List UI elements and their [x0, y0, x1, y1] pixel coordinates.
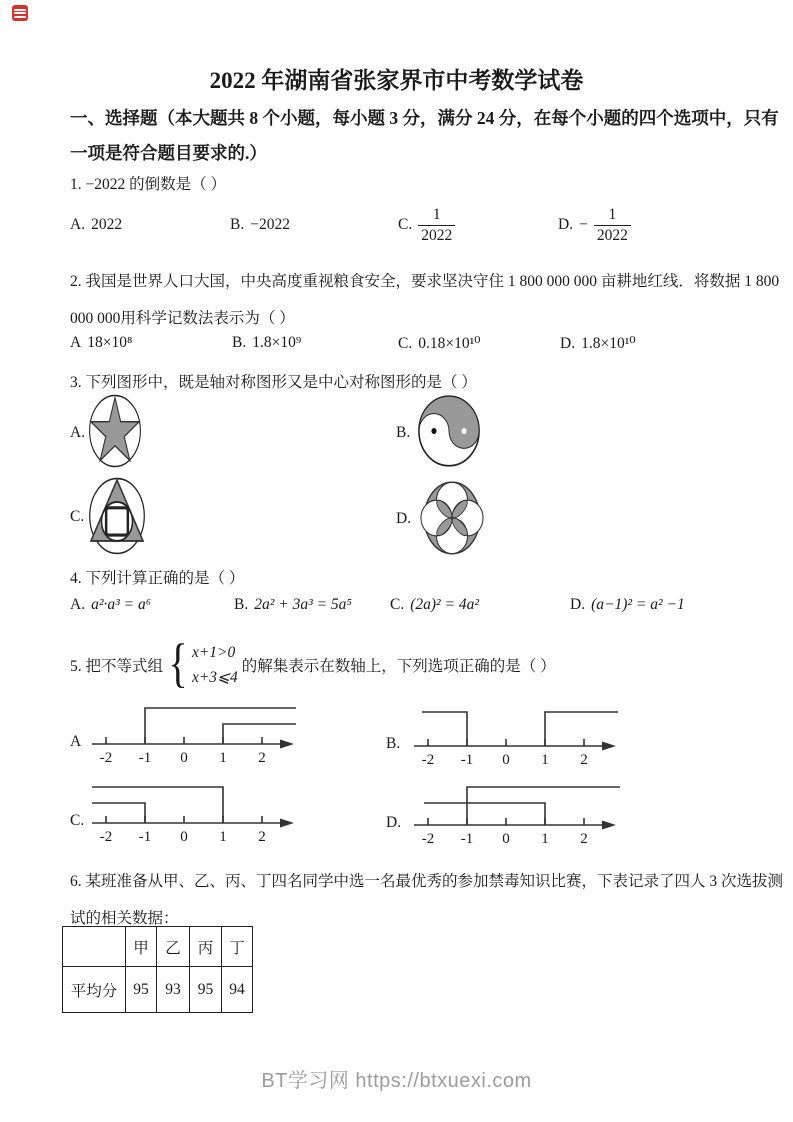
svg-text:0: 0 [502, 752, 510, 768]
q4-option-c-label: C. [390, 596, 405, 613]
svg-text:0: 0 [502, 831, 510, 847]
q2-option-a [70, 334, 132, 352]
svg-text:1: 1 [219, 829, 227, 845]
numberline-b-label: B. [386, 735, 401, 752]
fraction-denominator: 2022 [418, 225, 455, 246]
numberline-a-label: A [70, 733, 82, 750]
question-1-options [0, 196, 793, 254]
q1-option-d-fraction [594, 205, 631, 246]
q1-option-c-fraction [418, 205, 455, 246]
q2-option-d-value: 1.8×10¹⁰ [581, 335, 636, 352]
inequality-2: x+3⩽4 [191, 669, 238, 686]
red-list-icon [12, 5, 28, 21]
q4-option-a-label: A. [70, 596, 86, 613]
question-2-line2: 000 000用科学记数法表示为（ ） [70, 310, 295, 327]
question-5-stem [70, 634, 556, 696]
numberline-b [410, 702, 622, 774]
q1-option-b [230, 196, 290, 254]
q4-option-b-label: B. [234, 596, 249, 613]
question-4-stem: 4. 下列计算正确的是（ ） [70, 570, 245, 587]
q1-option-c-label: C. [398, 216, 413, 233]
svg-text:-1: -1 [460, 752, 474, 768]
svg-text:-2: -2 [99, 829, 113, 845]
svg-text:2: 2 [258, 829, 266, 845]
svg-text:2: 2 [580, 831, 588, 847]
svg-text:1: 1 [541, 752, 549, 768]
q2-option-c-value: 0.18×10¹⁰ [418, 335, 481, 352]
q5-suffix: 的解集表示在数轴上，下列选项正确的是（ ） [241, 658, 556, 675]
inscribed-square [106, 508, 128, 535]
header-cell-ding: 丁 [222, 927, 253, 967]
page-title: 2022 年湖南省张家界市中考数学试卷 [209, 68, 584, 93]
q3-figure-a-label: A. [70, 424, 86, 441]
q2-option-b-label: B. [232, 334, 247, 351]
q4-option-c [390, 596, 479, 614]
svg-text:-1: -1 [460, 831, 474, 847]
numberline-d-label: D. [386, 814, 402, 831]
question-4-options [0, 596, 793, 626]
fraction-numerator: 1 [608, 205, 617, 223]
arrow-icon [602, 742, 616, 751]
q2-option-d [560, 334, 636, 353]
question-1-stem: 1. −2022 的倒数是（ ） [70, 176, 226, 193]
yang-dot [461, 428, 466, 434]
score-table [62, 926, 253, 1013]
q3-figure-b-label: B. [396, 424, 411, 441]
section-heading-line1: 一、选择题（本大题共 8 个小题，每小题 3 分，满分 24 分，在每个小题的四个选项中，只有 [70, 108, 779, 128]
q1-option-c [398, 196, 455, 254]
q4-option-a-value: a²·a³ = a⁶ [91, 596, 152, 613]
svg-text:-2: -2 [421, 752, 435, 768]
row-label-average: 平均分 [63, 967, 126, 1013]
q2-option-c-label: C. [398, 334, 413, 352]
header-cell-bing: 丙 [190, 927, 222, 967]
q4-option-d-label: D. [570, 596, 586, 613]
q2-option-a-value: 18×10⁸ [87, 334, 133, 351]
svg-text:-1: -1 [138, 829, 152, 845]
svg-text:2: 2 [258, 750, 266, 766]
svg-text:-2: -2 [99, 750, 113, 766]
brace-glyph: { [168, 633, 188, 693]
four-petal-flower-figure [419, 480, 485, 556]
average-ding: 94 [222, 967, 253, 1013]
average-bing: 95 [190, 967, 222, 1013]
q2-option-a-label: A [70, 334, 82, 351]
minus-sign: − [579, 216, 588, 233]
inequality-system [192, 640, 238, 690]
q1-option-a-label: A. [70, 216, 86, 233]
watermark-footer: BT学习网 https://btxuexi.com [261, 1070, 532, 1092]
q2-option-d-label: D. [560, 334, 576, 352]
svg-text:0: 0 [180, 750, 188, 766]
q4-option-b [234, 596, 352, 614]
question-2-options [0, 334, 793, 360]
q4-option-c-value: (2a)² = 4a² [410, 596, 480, 613]
svg-text:1: 1 [541, 831, 549, 847]
yin-yang-figure [417, 394, 481, 468]
q3-figure-c-label: C. [70, 508, 85, 525]
question-6-line1: 6. 某班准备从甲、乙、丙、丁四名同学中选一名最优秀的参加禁毒知识比赛，下表记录了四人 3 次选拔测 [70, 873, 784, 890]
numberline-c-label: C. [70, 812, 85, 829]
question-2-line1: 2. 我国是世界人口大国，中央高度重视粮食安全，要求坚决守住 1 800 000 000 亩耕地红线．将数据 1 800 [70, 273, 780, 290]
q1-option-b-value: −2022 [250, 216, 290, 233]
star-in-circle-figure [88, 394, 142, 468]
q4-option-b-value: 2a² + 3a³ = 5a⁵ [254, 596, 352, 613]
q2-option-c [398, 334, 480, 353]
svg-text:-2: -2 [421, 831, 435, 847]
q1-option-d [558, 196, 631, 254]
fraction-numerator: 1 [432, 205, 441, 223]
q1-option-a-value: 2022 [91, 216, 123, 233]
table-header-row [63, 927, 253, 967]
q1-option-b-label: B. [230, 216, 245, 233]
triangle-circle-square-figure [86, 477, 148, 555]
yin-dot [431, 428, 436, 434]
average-jia: 95 [126, 967, 157, 1013]
arrow-icon [280, 819, 294, 828]
svg-text:2: 2 [580, 752, 588, 768]
svg-text:-1: -1 [138, 750, 152, 766]
arrow-icon [280, 740, 294, 749]
q4-option-d [570, 596, 685, 614]
header-cell-empty [63, 927, 126, 967]
table-row [63, 967, 253, 1013]
numberline-d [410, 781, 622, 853]
svg-text:0: 0 [180, 829, 188, 845]
inequality-1: x+1>0 [191, 644, 236, 661]
q2-option-b [232, 334, 301, 352]
svg-text:1: 1 [219, 750, 227, 766]
q4-option-a [70, 596, 151, 614]
q1-option-a [70, 196, 122, 254]
q3-figure-d-label: D. [396, 510, 412, 527]
header-cell-yi: 乙 [157, 927, 190, 967]
numberline-c [88, 779, 300, 851]
average-yi: 93 [157, 967, 190, 1013]
q2-option-b-value: 1.8×10⁹ [252, 334, 302, 351]
q1-option-d-label: D. [558, 216, 574, 233]
numberline-a [88, 700, 300, 772]
arrow-icon [602, 821, 616, 830]
fraction-denominator: 2022 [594, 225, 631, 246]
section-heading-line2: 一项是符合题目要求的.） [70, 143, 267, 163]
question-3-stem: 3. 下列图形中，既是轴对称图形又是中心对称图形的是（ ） [70, 374, 477, 391]
question-6-line2: 试的相关数据： [70, 910, 179, 927]
q5-prefix: 5. 把不等式组 [70, 658, 164, 675]
q4-option-d-value: (a−1)² = a² −1 [591, 596, 685, 613]
header-cell-jia: 甲 [126, 927, 157, 967]
